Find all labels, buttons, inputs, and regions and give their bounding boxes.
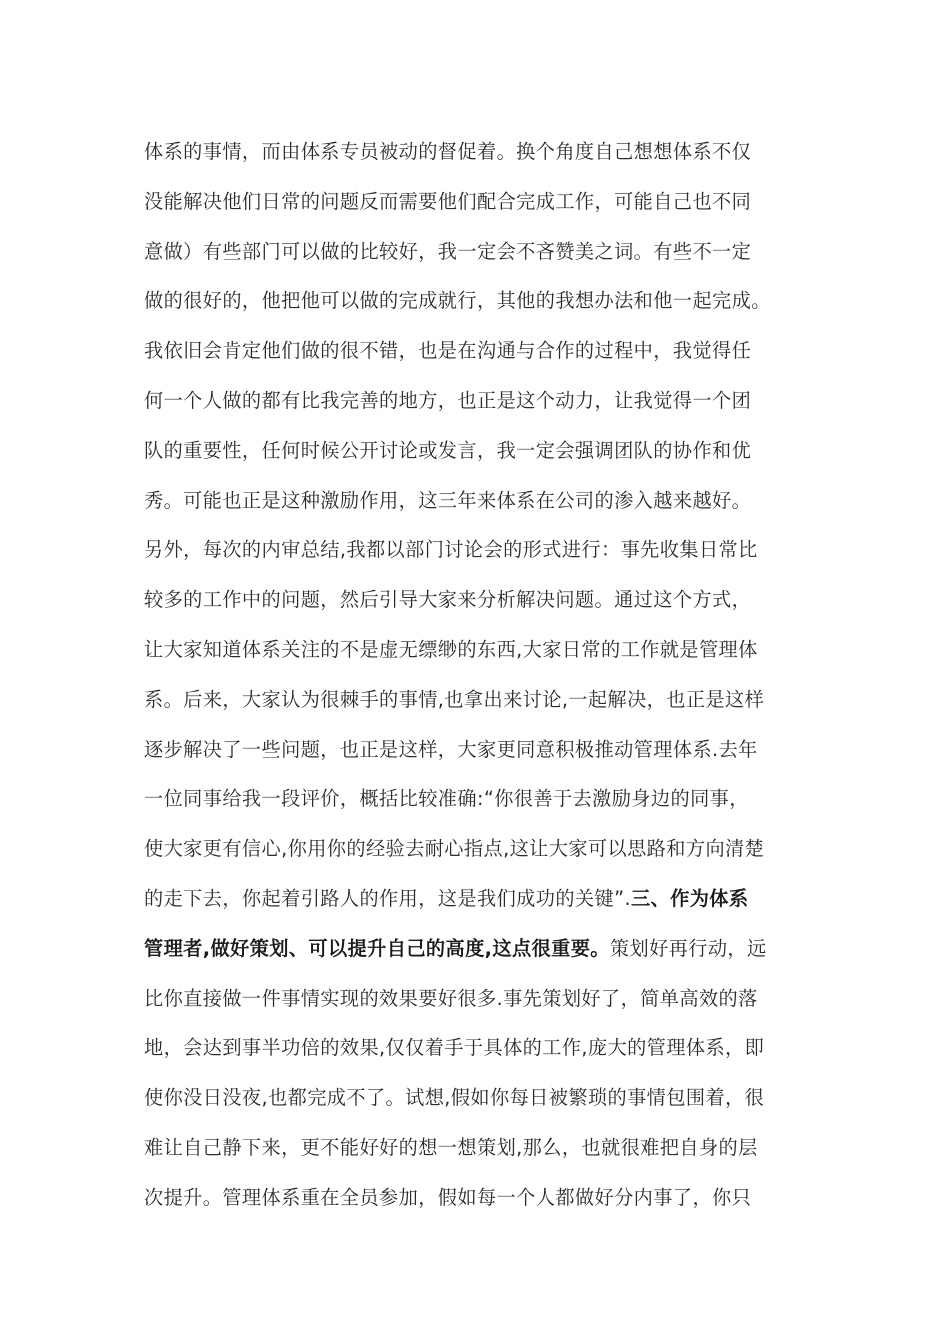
text-line: 没能解决他们日常的问题反而需要他们配合完成工作，可能自己也不同 — [144, 189, 752, 213]
text-line: 难让自己静下来，更不能好好的想一想策划,那么，也就很难把自身的层 — [144, 1135, 758, 1159]
text-line: 地，会达到事半功倍的效果,仅仅着手于具体的工作,庞大的管理体系，即 — [144, 1036, 765, 1060]
text-line: 使你没日没夜,也都完成不了。试想,假如你每日被繁琐的事情包围着，很 — [144, 1086, 765, 1110]
text-line: 体系的事情，而由体系专员被动的督促着。换个角度自己想想体系不仅 — [144, 140, 752, 163]
text-line: 系。后来，大家认为很棘手的事情,也拿出来讨论,一起解决，也正是这样 — [144, 687, 765, 711]
section-heading-start: 三、作为体系 — [630, 886, 749, 910]
text-line: 让大家知道体系关注的不是虚无缥缈的东西,大家日常的工作就是管理体 — [144, 637, 758, 661]
line-text: 策划好再行动，远 — [609, 936, 767, 960]
line-text: 的走下去，你起着引路人的作用，这是我们成功的关键”. — [144, 886, 631, 910]
text-line: 比你直接做一件事情实现的效果要好很多.事先策划好了，简单高效的落 — [144, 986, 758, 1010]
text-line — [144, 874, 824, 924]
text-line: 意做）有些部门可以做的比较好，我一定会不吝赞美之词。有些不一定 — [144, 239, 752, 263]
text-line: 使大家更有信心,你用你的经验去耐心指点,这让大家可以思路和方向清楚 — [144, 837, 765, 861]
text-line: 秀。可能也正是这种激励作用，这三年来体系在公司的渗入越来越好。 — [144, 488, 752, 512]
text-line — [144, 924, 824, 974]
section-heading-end: 管理者,做好策划、可以提升自己的高度,这点很重要。 — [144, 936, 610, 960]
text-line: 一位同事给我一段评价，概括比较准确:“你很善于去激励身边的同事， — [144, 787, 749, 811]
text-line: 另外，每次的内审总结,我都以部门讨论会的形式进行：事先收集日常比 — [144, 538, 758, 562]
text-line: 做的很好的，他把他可以做的完成就行，其他的我想办法和他一起完成。 — [144, 289, 771, 313]
text-line: 逐步解决了一些问题，也正是这样，大家更同意积极推动管理体系.去年 — [144, 737, 758, 761]
text-line: 我依旧会肯定他们做的很不错，也是在沟通与合作的过程中，我觉得任 — [144, 339, 752, 363]
text-line: 较多的工作中的问题，然后引导大家来分析解决问题。通过这个方式， — [144, 588, 752, 612]
text-line: 队的重要性，任何时候公开讨论或发言，我一定会强调团队的协作和优 — [144, 438, 752, 462]
body-text — [144, 127, 824, 1223]
text-line: 次提升。管理体系重在全员参加，假如每一个人都做好分内事了，你只 — [144, 1185, 752, 1209]
text-line: 何一个人做的都有比我完善的地方，也正是这个动力，让我觉得一个团 — [144, 388, 752, 412]
